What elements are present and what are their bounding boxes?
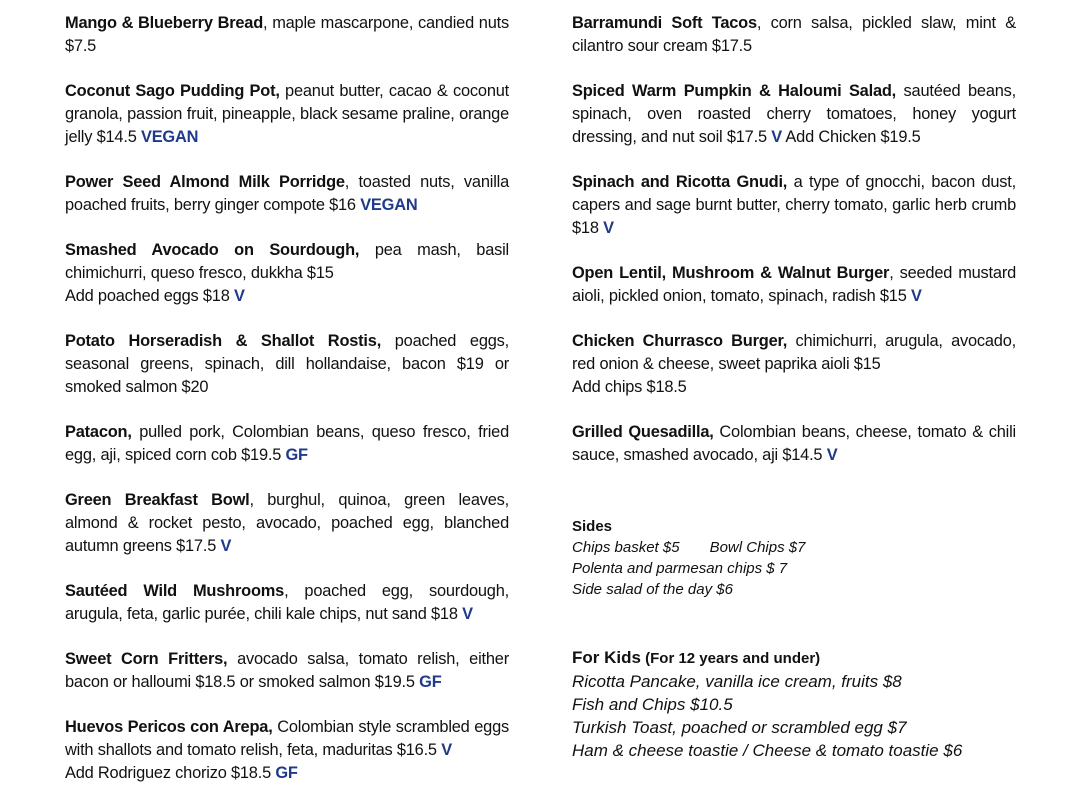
sides-item: Bowl Chips $7: [709, 539, 806, 556]
sides-item: Side salad of the day $6: [572, 581, 733, 598]
diet-tag: V: [441, 741, 452, 759]
menu-item: [65, 330, 509, 399]
diet-tag: V: [826, 446, 838, 464]
diet-tag: VEGAN: [140, 128, 199, 146]
menu-item-desc: , seeded mustard aioli, pickled onion, tomato, spinach, radish $15: [572, 264, 1016, 305]
menu-item-desc: Colombian style scrambled eggs with shallots and tomato relish, feta, maduritas $16.5: [65, 718, 510, 759]
kids-item: Ricotta Pancake, vanilla ice cream, fruits $8: [572, 672, 902, 691]
menu-column-left: [65, 12, 509, 807]
menu-item-desc: , corn salsa, pickled slaw, mint & cilantro sour cream $17.5: [572, 14, 1016, 55]
diet-tag: V: [462, 605, 473, 623]
diet-tag: V: [603, 219, 614, 237]
kids-heading: For Kids: [572, 648, 641, 667]
kids-item: Fish and Chips $10.5: [572, 695, 733, 714]
diet-tag: GF: [419, 673, 442, 691]
menu-item: [65, 171, 509, 217]
kids-item: Ham & cheese toastie / Cheese & tomato toastie $6: [572, 741, 963, 760]
menu-item-name: Potato Horseradish & Shallot Rostis,: [65, 332, 382, 350]
menu-item: [65, 421, 509, 467]
menu-item: [572, 80, 1016, 149]
menu-item-desc: Colombian beans, cheese, tomato & chili sauce, smashed avocado, aji $14.5: [572, 423, 1016, 464]
menu-item: [572, 421, 1016, 467]
menu-item-name: Chicken Churrasco Burger,: [572, 332, 788, 350]
menu-item-desc: peanut butter, cacao & coconut granola, passion fruit, pineapple, black sesame praline, orange jelly $14.5: [65, 82, 509, 146]
sides-section: [572, 516, 1016, 600]
menu-item-addon: Add poached eggs $18 V: [65, 287, 245, 305]
menu-item-desc: , maple mascarpone, candied nuts $7.5: [65, 14, 509, 55]
menu-item-name: Green Breakfast Bowl: [65, 491, 250, 509]
menu-item-name: Barramundi Soft Tacos: [572, 14, 757, 32]
menu-item: [65, 239, 509, 308]
menu-item-name: Smashed Avocado on Sourdough,: [65, 241, 360, 259]
diet-tag: V: [910, 287, 922, 305]
menu-item-name: Patacon,: [65, 423, 132, 441]
sides-item: Polenta and parmesan chips $ 7: [572, 560, 788, 577]
menu-item-name: Sautéed Wild Mushrooms: [65, 582, 285, 600]
sides-heading: Sides: [572, 518, 613, 535]
kids-subheading: (For 12 years and under): [640, 650, 821, 667]
menu-item-name: Open Lentil, Mushroom & Walnut Burger: [572, 264, 890, 282]
menu-item: [65, 648, 509, 694]
menu-item: [572, 330, 1016, 399]
sides-item: Chips basket $5: [572, 539, 680, 556]
menu-item-name: Huevos Pericos con Arepa,: [65, 718, 273, 736]
menu-item: [65, 716, 509, 785]
menu-item-desc: avocado salsa, tomato relish, either bacon or halloumi $18.5 or smoked salmon $19.5: [65, 650, 509, 691]
diet-tag: VEGAN: [360, 196, 418, 214]
menu-column-right: [572, 12, 1016, 489]
menu-item-name: Grilled Quesadilla,: [572, 423, 714, 441]
menu-item-name: Sweet Corn Fritters,: [65, 650, 228, 668]
menu-item-name: Coconut Sago Pudding Pot,: [65, 82, 280, 100]
menu-item-addon: Add chips $18.5: [572, 378, 687, 396]
diet-tag: V: [220, 537, 232, 555]
menu-item-addon: Add Chicken $19.5: [781, 128, 921, 146]
menu-item-desc: pea mash, basil chimichurri, queso fresco, dukkha $15: [65, 241, 509, 282]
menu-item: [65, 80, 509, 149]
menu-item-desc: pulled pork, Colombian beans, queso fresco, fried egg, aji, spiced corn cob $19.5: [65, 423, 509, 464]
menu-item-name: Power Seed Almond Milk Porridge: [65, 173, 345, 191]
menu-item-addon: Add Rodriguez chorizo $18.5 GF: [65, 764, 298, 782]
menu-item-desc: sautéed beans, spinach, oven roasted cherry tomatoes, honey yogurt dressing, and nut soil $17.5: [572, 82, 1016, 146]
menu-item: [65, 12, 509, 58]
menu-item-desc: , burghul, quinoa, green leaves, almond & rocket pesto, avocado, poached egg, blanched autumn greens $17.5: [65, 491, 509, 555]
kids-section: [572, 646, 1032, 762]
sides-line: [572, 537, 1016, 558]
menu-item-desc: chimichurri, arugula, avocado, red onion & cheese, sweet paprika aioli $15: [572, 332, 1016, 373]
diet-tag: GF: [285, 446, 308, 464]
menu-item-desc: a type of gnocchi, bacon dust, capers and sage burnt butter, cherry tomato, garlic herb crumb $18: [572, 173, 1016, 237]
menu-item-name: Spiced Warm Pumpkin & Haloumi Salad,: [572, 82, 897, 100]
kids-heading-line: [572, 646, 1032, 670]
diet-tag: V: [233, 287, 245, 305]
menu-item-name: Spinach and Ricotta Gnudi,: [572, 173, 788, 191]
diet-tag: GF: [275, 764, 298, 782]
menu-item: [572, 171, 1016, 240]
menu-item-name: Mango & Blueberry Bread: [65, 14, 264, 32]
diet-tag: V: [771, 128, 782, 146]
kids-item: Turkish Toast, poached or scrambled egg $7: [572, 718, 907, 737]
menu-item-desc: poached eggs, seasonal greens, spinach, dill hollandaise, bacon $19 or smoked salmon $20: [65, 332, 509, 396]
menu-item: [65, 489, 509, 558]
menu-item-desc: , toasted nuts, vanilla poached fruits, berry ginger compote $16: [65, 173, 509, 214]
menu-item: [572, 12, 1016, 58]
menu-item: [65, 580, 509, 626]
menu-item-desc: , poached egg, sourdough, arugula, feta, garlic purée, chili kale chips, nut sand $18: [65, 582, 509, 623]
menu-item: [572, 262, 1016, 308]
